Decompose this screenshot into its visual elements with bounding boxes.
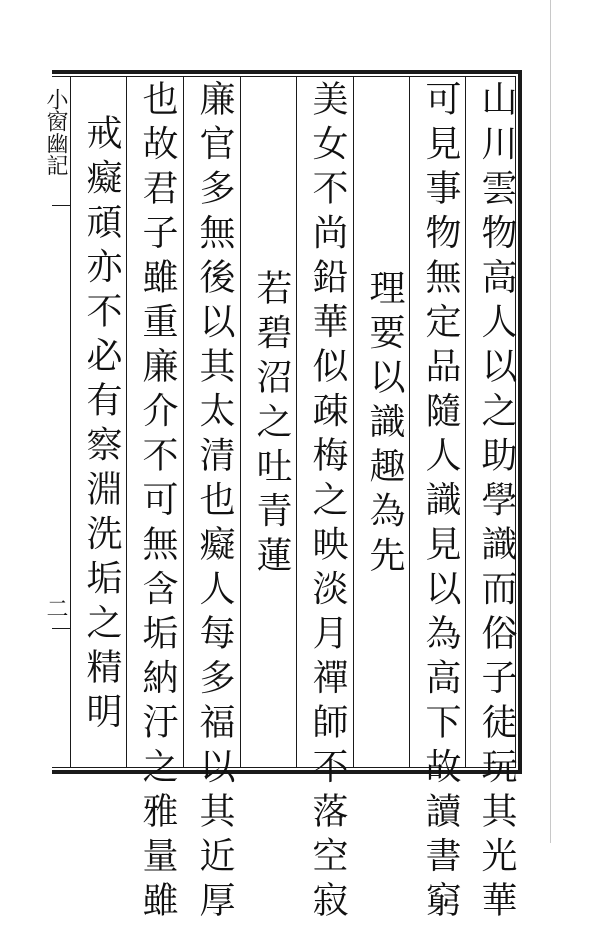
fold-edge-title: 小窗幽記 (43, 88, 68, 176)
fold-edge-mark-bottom (52, 628, 70, 629)
fold-edge-page-mark: 二 (43, 597, 68, 619)
text-column-5: 若碧沼之吐青蓮 (251, 269, 292, 581)
text-column-4: 美女不尚鉛華似疎梅之映淡月禪師不落空寂 (307, 80, 348, 926)
text-column-2: 可見事物無定品隨人識見以為高下故讀書窮 (420, 80, 461, 926)
text-column-7: 也故君子雖重廉介不可無含垢納汙之雅量雖 (137, 80, 178, 926)
page-right-margin (550, 0, 593, 843)
fold-edge-mark-top (52, 205, 70, 206)
text-column-3: 理要以識趣為先 (364, 269, 405, 581)
text-column-8: 戒癡頑亦不必有察淵洗垢之精明 (81, 113, 122, 737)
text-column-6: 廉官多無後以其太清也癡人每多福以其近厚 (194, 80, 235, 926)
text-column-1: 山川雲物高人以之助學識而俗子徒玩其光華 (476, 80, 517, 926)
